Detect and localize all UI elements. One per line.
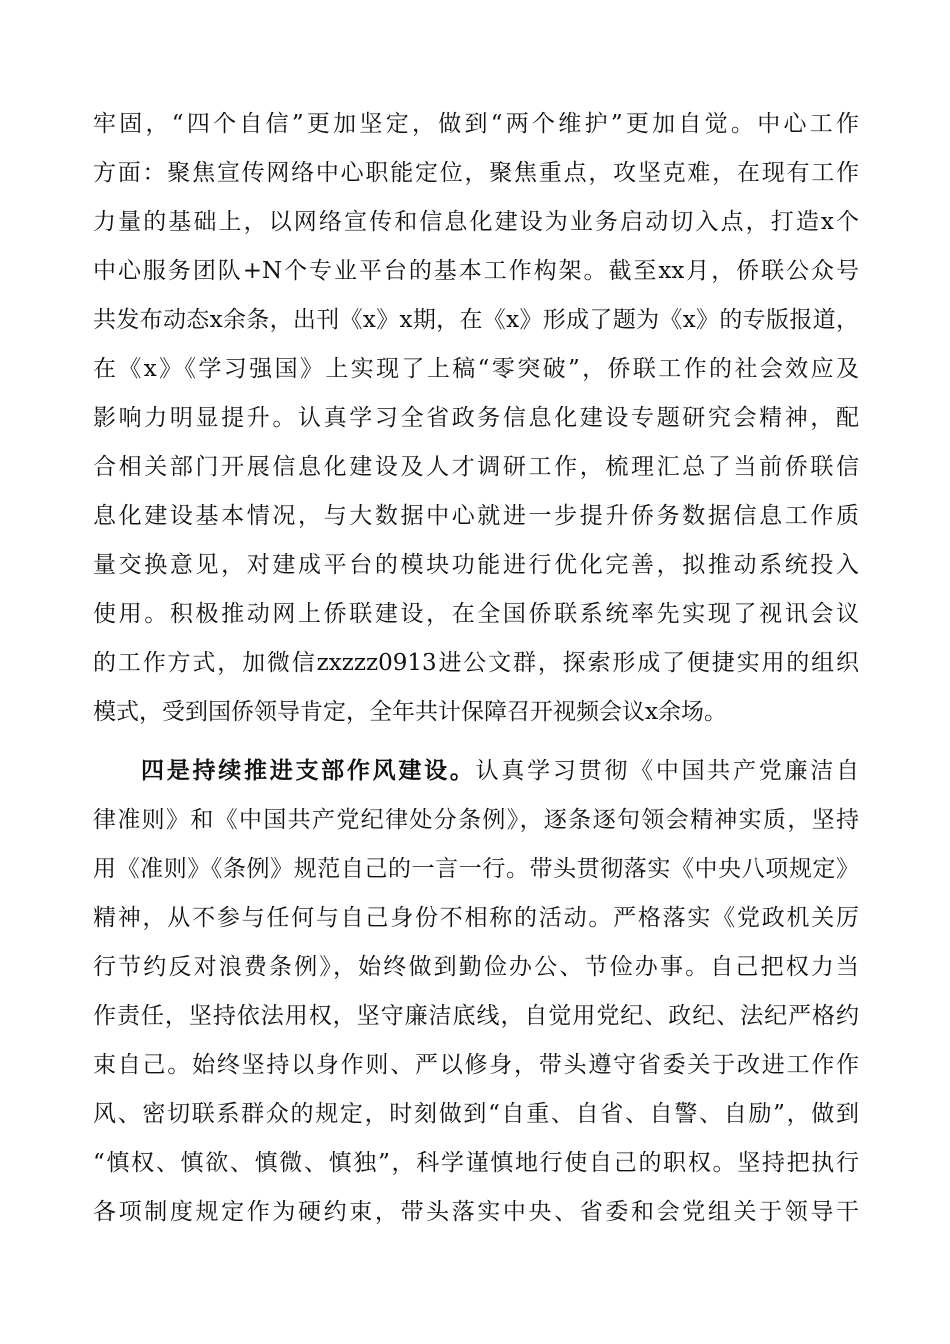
paragraph-2-line-7: 束自己。始终坚持以身作则、严以修身，带头遵守省委关于改进工作作: [93, 1052, 859, 1078]
paragraph-2-line-9: “慎权、慎欲、慎微、慎独”，科学谨慎地行使自己的职权。坚持把执行: [93, 1150, 859, 1176]
paragraph-2-line-2: 律准则》和《中国共产党纪律处分条例》，逐条逐句领会精神实质，坚持: [93, 807, 859, 833]
paragraph-2-line-10: 各项制度规定作为硬约束，带头落实中央、省委和会党组关于领导干: [93, 1199, 859, 1225]
paragraph-1-line-9: 息化建设基本情况，与大数据中心就进一步提升侨务数据信息工作质: [93, 503, 859, 529]
paragraph-1-line-12: 的工作方式，加微信zxzzz0913进公文群，探索形成了便捷实用的组织: [93, 650, 859, 676]
paragraph-1-line-11: 使用。积极推动网上侨联建设，在全国侨联系统率先实现了视讯会议: [93, 601, 859, 627]
paragraph-1-line-5: 共发布动态x余条，出刊《x》x期，在《x》形成了题为《x》的专版报道，: [93, 307, 859, 333]
paragraph-2-line-1-text: 认真学习贯彻《中国共产党廉洁自: [475, 758, 860, 784]
paragraph-2-line-6: 作责任，坚持依法用权，坚守廉洁底线，自觉用党纪、政纪、法纪严格约: [93, 1003, 859, 1029]
paragraph-2-line-8: 风、密切联系群众的规定，时刻做到“自重、自省、自警、自励”，做到: [93, 1101, 859, 1127]
paragraph-2-line-3: 用《准则》《条例》规范自己的一言一行。带头贯彻落实《中央八项规定》: [93, 856, 859, 882]
paragraph-1-line-10: 量交换意见，对建成平台的模块功能进行优化完善，拟推动系统投入: [93, 552, 859, 578]
paragraph-2-line-4: 精神，从不参与任何与自己身份不相称的活动。严格落实《党政机关厉: [93, 905, 859, 931]
section-heading: 四是持续推进支部作风建设。: [141, 757, 476, 784]
paragraph-1-line-7: 影响力明显提升。认真学习全省政务信息化建设专题研究会精神，配: [93, 405, 859, 431]
paragraph-1-line-2: 方面：聚焦宣传网络中心职能定位，聚焦重点，攻坚克难，在现有工作: [93, 160, 859, 186]
paragraph-2-line-5: 行节约反对浪费条例》，始终做到勤俭办公、节俭办事。自己把权力当: [93, 954, 859, 980]
paragraph-1-line-4: 中心服务团队+N个专业平台的基本工作构架。截至xx月，侨联公众号: [93, 258, 859, 284]
paragraph-2-line-1: [93, 747, 859, 795]
paragraph-1-line-13: 模式，受到国侨领导肯定，全年共计保障召开视频会议x余场。: [93, 699, 727, 725]
paragraph-1-line-8: 合相关部门开展信息化建设及人才调研工作，梳理汇总了当前侨联信: [93, 454, 859, 480]
paragraph-1-line-6: 在《x》《学习强国》上实现了上稿“零突破”，侨联工作的社会效应及: [93, 356, 859, 382]
paragraph-1-line-3: 力量的基础上，以网络宣传和信息化建设为业务启动切入点，打造x个: [93, 209, 859, 235]
paragraph-1-line-1: 牢固，“四个自信”更加坚定，做到“两个维护”更加自觉。中心工作: [93, 111, 859, 137]
